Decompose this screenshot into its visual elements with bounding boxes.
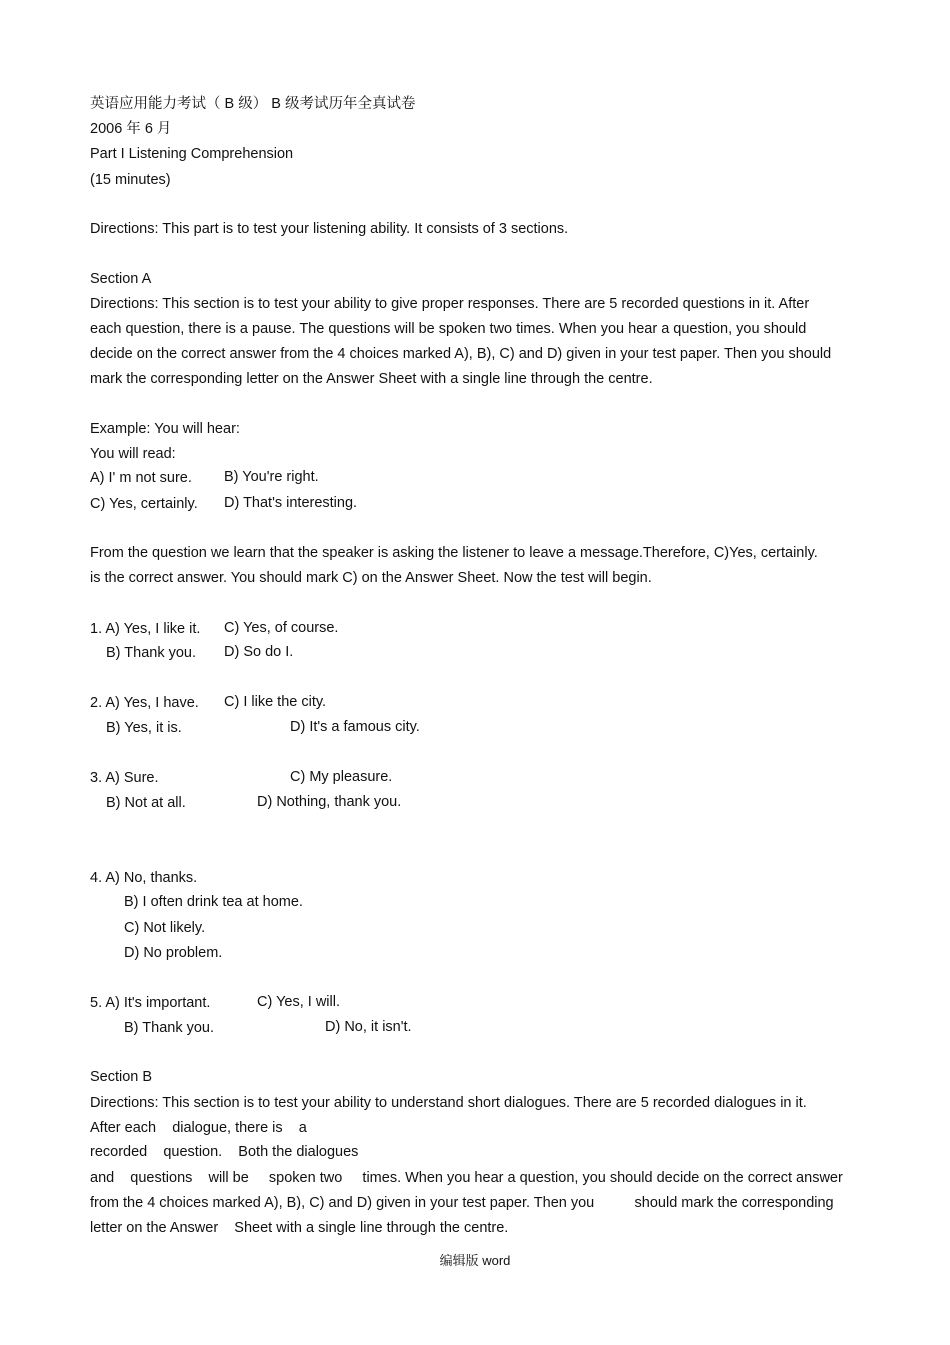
q4-option-c: C) Not likely. xyxy=(124,920,206,936)
section-b-directions-line: After each dialogue, there is a xyxy=(90,1120,307,1136)
q2-option-c: C) I like the city. xyxy=(224,694,327,710)
example-option-b: B) You're right. xyxy=(224,469,319,485)
q3-option-d: D) Nothing, thank you. xyxy=(257,794,402,810)
q2-option-a: 2. A) Yes, I have. xyxy=(90,695,199,711)
example-option-a: A) I' m not sure. xyxy=(90,470,192,486)
page-footer: 编辑版 word xyxy=(439,1253,511,1268)
section-b-directions-line: recorded question. Both the dialogues xyxy=(90,1144,359,1160)
q1-option-b: B) Thank you. xyxy=(106,645,197,661)
section-a-heading: Section A xyxy=(90,271,152,287)
q2-option-d: D) It's a famous city. xyxy=(290,719,420,735)
q5-option-d: D) No, it isn't. xyxy=(325,1019,412,1035)
part-duration: (15 minutes) xyxy=(90,172,171,188)
section-b-directions-line: letter on the Answer Sheet with a single line through the centre. xyxy=(90,1220,509,1236)
q2-option-b: B) Yes, it is. xyxy=(106,720,182,736)
section-b-directions-line: and questions will be spoken two times. When you hear a question, you should decide on the correct answer xyxy=(90,1170,843,1186)
q4-option-d: D) No problem. xyxy=(124,945,223,961)
q5-option-c: C) Yes, I will. xyxy=(257,994,340,1010)
q1-option-d: D) So do I. xyxy=(224,644,294,660)
doc-title: 英语应用能力考试（ B 级） B 级考试历年全真试卷 xyxy=(90,96,416,112)
example-hear: Example: You will hear: xyxy=(90,421,240,437)
example-option-d: D) That's interesting. xyxy=(224,495,358,511)
part-title: Part I Listening Comprehension xyxy=(90,146,294,162)
q3-option-a: 3. A) Sure. xyxy=(90,770,159,786)
section-b-heading: Section B xyxy=(90,1069,153,1085)
q4-option-b: B) I often drink tea at home. xyxy=(124,894,303,910)
example-read: You will read: xyxy=(90,446,176,462)
part-directions: Directions: This part is to test your listening ability. It consists of 3 sections. xyxy=(90,221,569,237)
q1-option-c: C) Yes, of course. xyxy=(224,620,339,636)
example-explanation: is the correct answer. You should mark C) on the Answer Sheet. Now the test will begin. xyxy=(90,570,652,586)
example-explanation: From the question we learn that the speaker is asking the listener to leave a message.Therefore, C)Yes, certainly. xyxy=(90,545,818,561)
q5-option-a: 5. A) It's important. xyxy=(90,995,211,1011)
q4-option-a: 4. A) No, thanks. xyxy=(90,870,198,886)
q5-option-b: B) Thank you. xyxy=(124,1020,215,1036)
section-a-directions-line: each question, there is a pause. The questions will be spoken two times. When you hear a question, you should xyxy=(90,321,807,337)
section-b-directions-line: from the 4 choices marked A), B), C) and D) given in your test paper. Then you should mark the corresponding xyxy=(90,1195,834,1211)
section-a-directions-line: Directions: This section is to test your ability to give proper responses. There are 5 recorded questions in it. After xyxy=(90,296,810,312)
section-b-directions-line: Directions: This section is to test your ability to understand short dialogues. There are 5 recorded dialogues in it. xyxy=(90,1095,807,1111)
doc-date: 2006 年 6 月 xyxy=(90,121,172,137)
section-a-directions-line: mark the corresponding letter on the Answer Sheet with a single line through the centre. xyxy=(90,371,653,387)
q1-option-a: 1. A) Yes, I like it. xyxy=(90,621,201,637)
example-option-c: C) Yes, certainly. xyxy=(90,496,198,512)
section-a-directions-line: decide on the correct answer from the 4 choices marked A), B), C) and D) given in your test paper. Then you should xyxy=(90,346,832,362)
q3-option-c: C) My pleasure. xyxy=(290,769,393,785)
q3-option-b: B) Not at all. xyxy=(106,795,186,811)
